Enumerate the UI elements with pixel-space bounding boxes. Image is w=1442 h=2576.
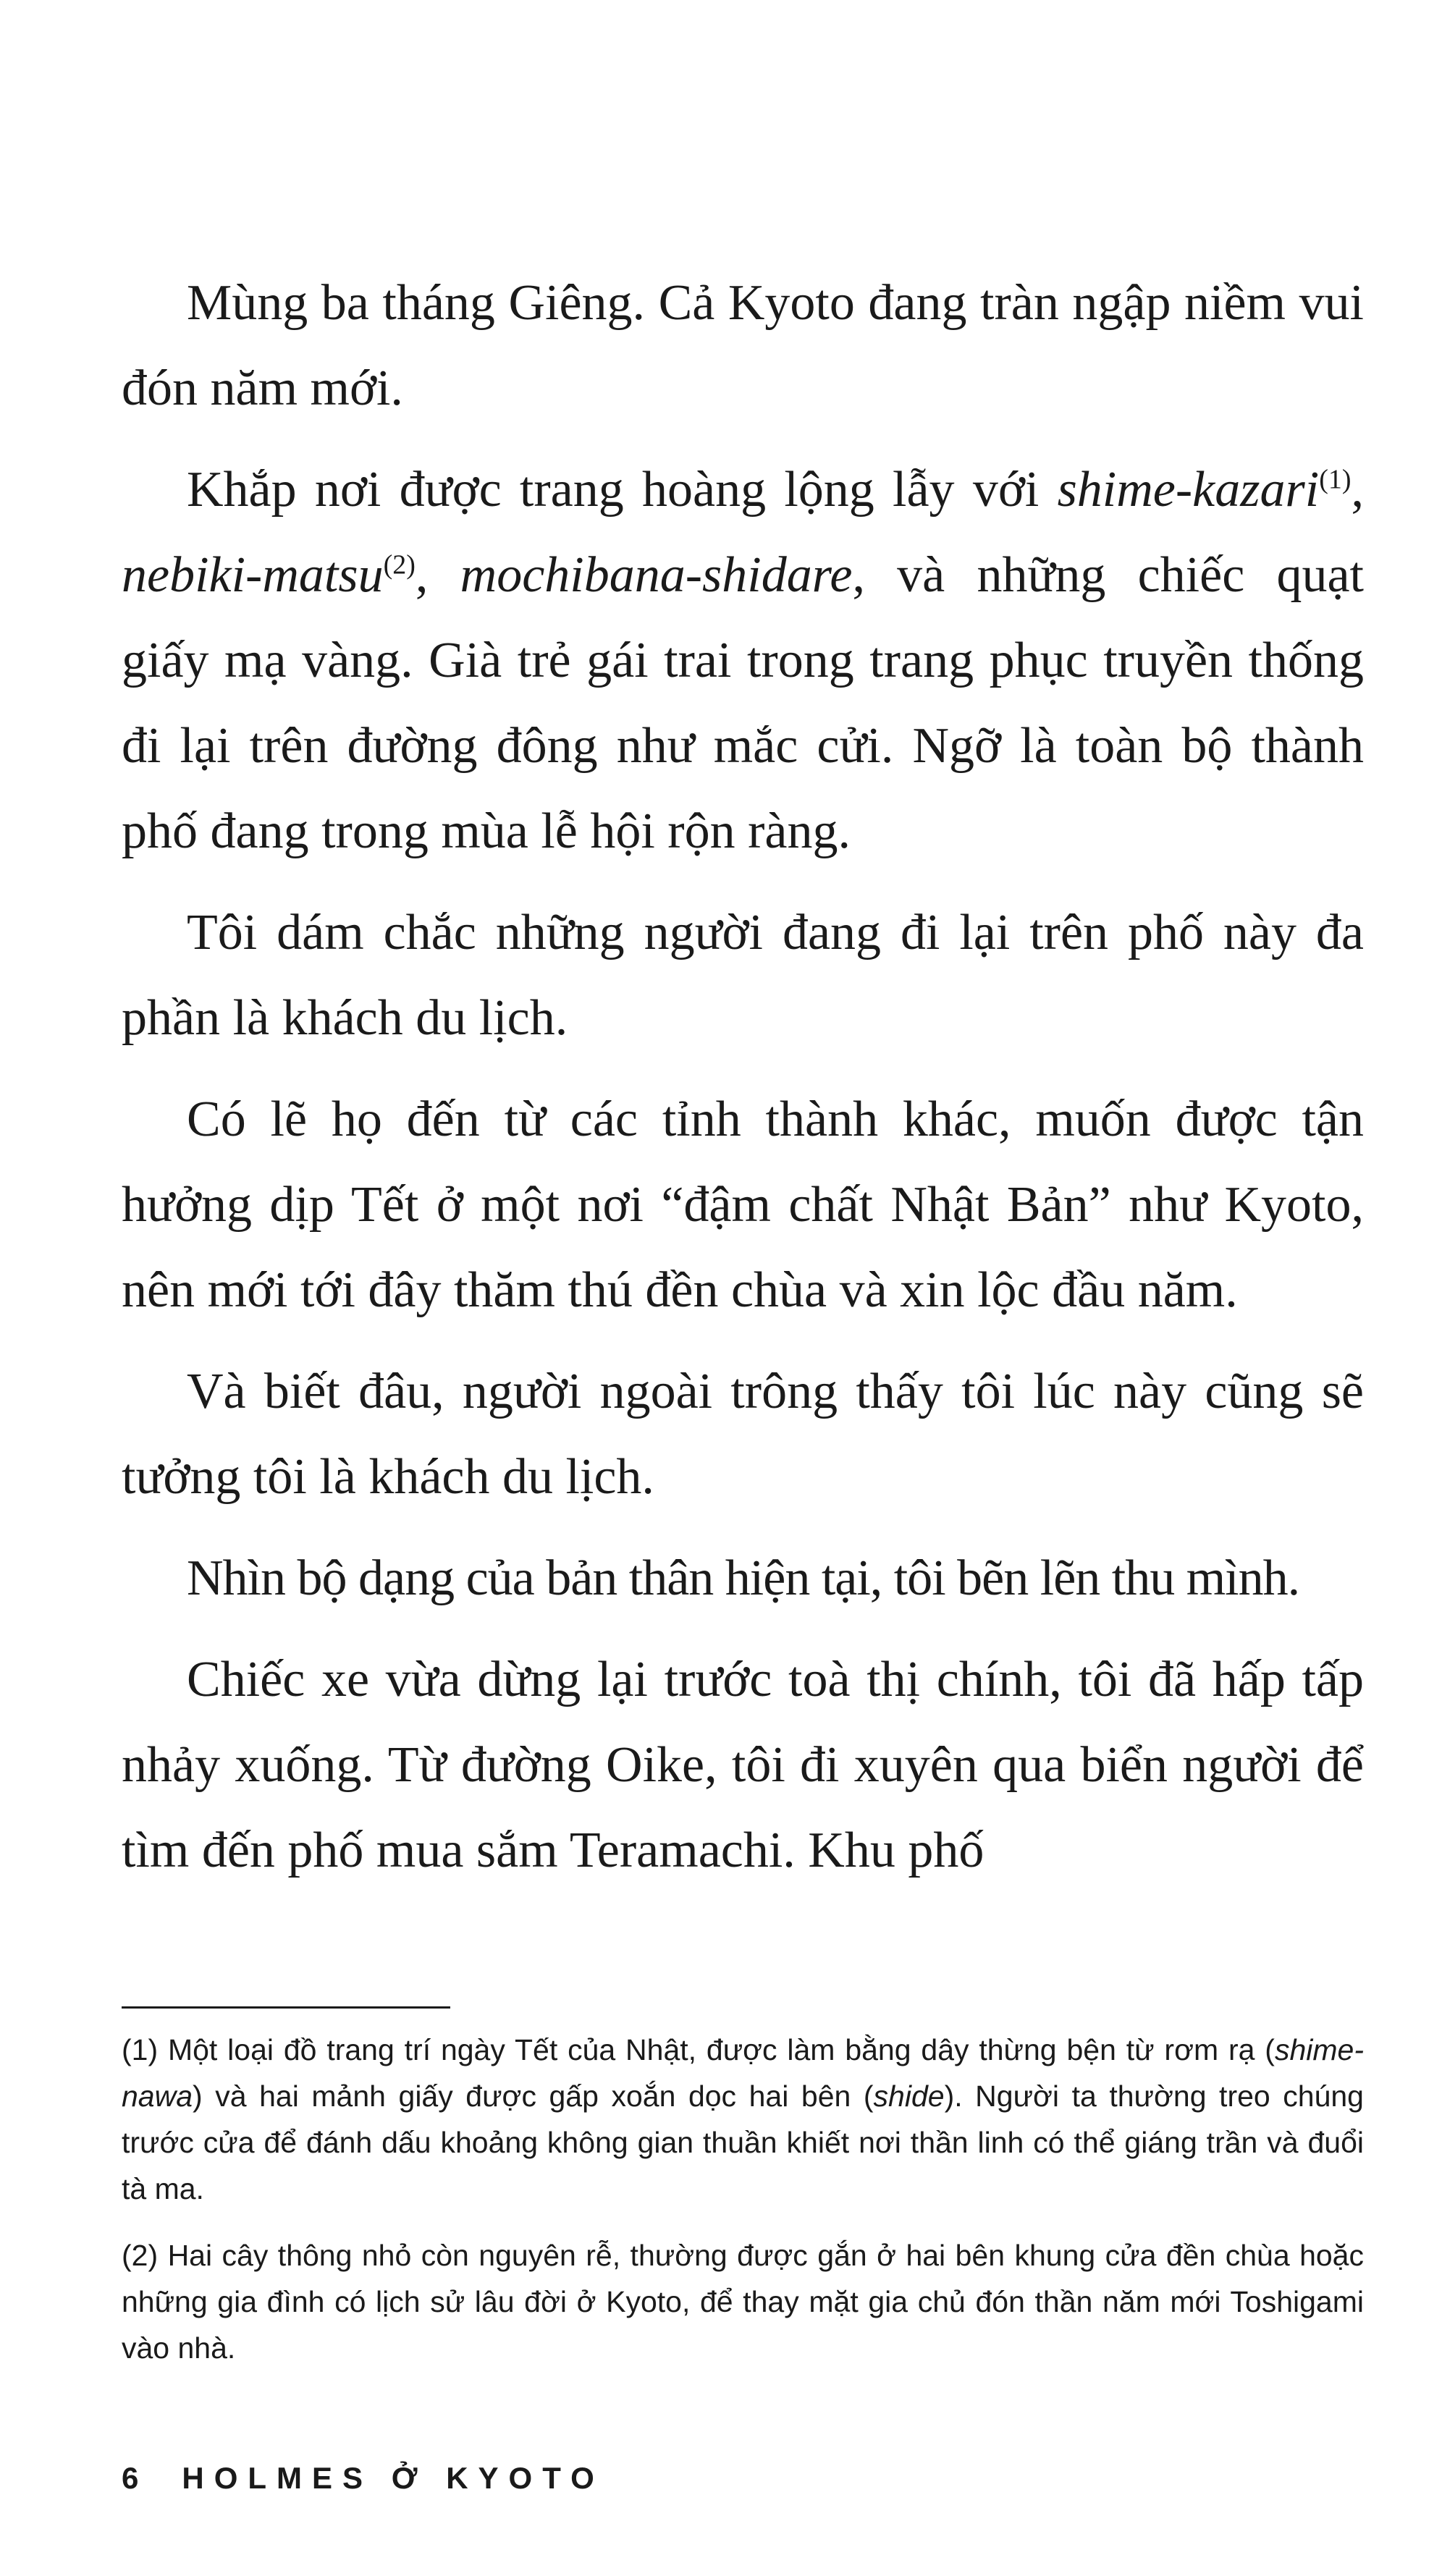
paragraph-2-text-d: , và những chiếc quạt giấy mạ vàng. Già trẻ gái trai trong trang phục truyền thống đi lại trên đường đông như mắc cửi. Ngỡ là toàn bộ thành phố đang trong mùa lễ hội rộn ràng. xyxy=(122,547,1365,859)
footnote-1-text-a: (1) Một loại đồ trang trí ngày Tết của Nhật, được làm bằng dây thừng bện từ rơm rạ ( xyxy=(122,2033,1275,2066)
footnote-divider xyxy=(122,2006,450,2009)
footnote-1-text-c: ). Người ta thường treo chúng trước cửa để đánh dấu khoảng không gian thuần khiết nơi thần linh có thể giáng trần và đuổi tà ma. xyxy=(122,2079,1364,2205)
paragraph-3: Tôi dám chắc những người đang đi lại trên phố này đa phần là khách du lịch. xyxy=(122,905,1364,1046)
paragraph-2 xyxy=(122,447,1364,874)
paragraph-5: Và biết đâu, người ngoài trông thấy tôi lúc này cũng sẽ tưởng tôi là khách du lịch. xyxy=(122,1364,1364,1505)
main-text xyxy=(122,261,1364,1909)
paragraph-4: Có lẽ họ đến từ các tỉnh thành khác, muốn được tận hưởng dịp Tết ở một nơi “đậm chất Nhật Bản” như Kyoto, nên mới tới đây thăm thú đền chùa và xin lộc đầu năm. xyxy=(122,1091,1364,1318)
footnote-ref-2: (2) xyxy=(383,549,416,580)
term-shime-nawa: shime-nawa xyxy=(122,2033,1364,2113)
term-nebiki-matsu: nebiki-matsu xyxy=(122,547,384,603)
footnote-1-text-b: ) và hai mảnh giấy được gấp xoắn dọc hai bên ( xyxy=(193,2079,874,2113)
term-mochibana-shidare: mochibana-shidare xyxy=(460,547,853,603)
footnote-2: (2) Hai cây thông nhỏ còn nguyên rễ, thường được gắn ở hai bên khung cửa đền chùa hoặc những gia đình có lịch sử lâu đời ở Kyoto, để thay mặt gia chủ đón thần năm mới Toshigami vào nhà. xyxy=(122,2239,1364,2365)
paragraph-6: Nhìn bộ dạng của bản thân hiện tại, tôi bẽn lẽn thu mình. xyxy=(187,1550,1300,1606)
paragraph-2-text-c: , xyxy=(415,547,460,603)
term-shime-kazari: shime-kazari xyxy=(1057,462,1320,518)
term-shide: shide xyxy=(873,2079,945,2113)
footnote-ref-1: (1) xyxy=(1319,464,1352,495)
paragraph-1: Mùng ba tháng Giêng. Cả Kyoto đang tràn ngập niềm vui đón năm mới. xyxy=(122,275,1364,416)
paragraph-2-text-a: Khắp nơi được trang hoàng lộng lẫy với xyxy=(187,462,1058,518)
paragraph-2-text-b: , xyxy=(1351,462,1364,518)
footnote-1 xyxy=(122,2027,1364,2212)
book-title: HOLMES Ở KYOTO xyxy=(182,2461,604,2495)
footnotes xyxy=(122,2027,1364,2391)
running-footer xyxy=(122,2461,604,2496)
paragraph-7: Chiếc xe vừa dừng lại trước toà thị chính, tôi đã hấp tấp nhảy xuống. Từ đường Oike, tôi đi xuyên qua biển người để tìm đến phố mua sắm Teramachi. Khu phố xyxy=(122,1652,1364,1878)
page-number: 6 xyxy=(122,2461,139,2495)
